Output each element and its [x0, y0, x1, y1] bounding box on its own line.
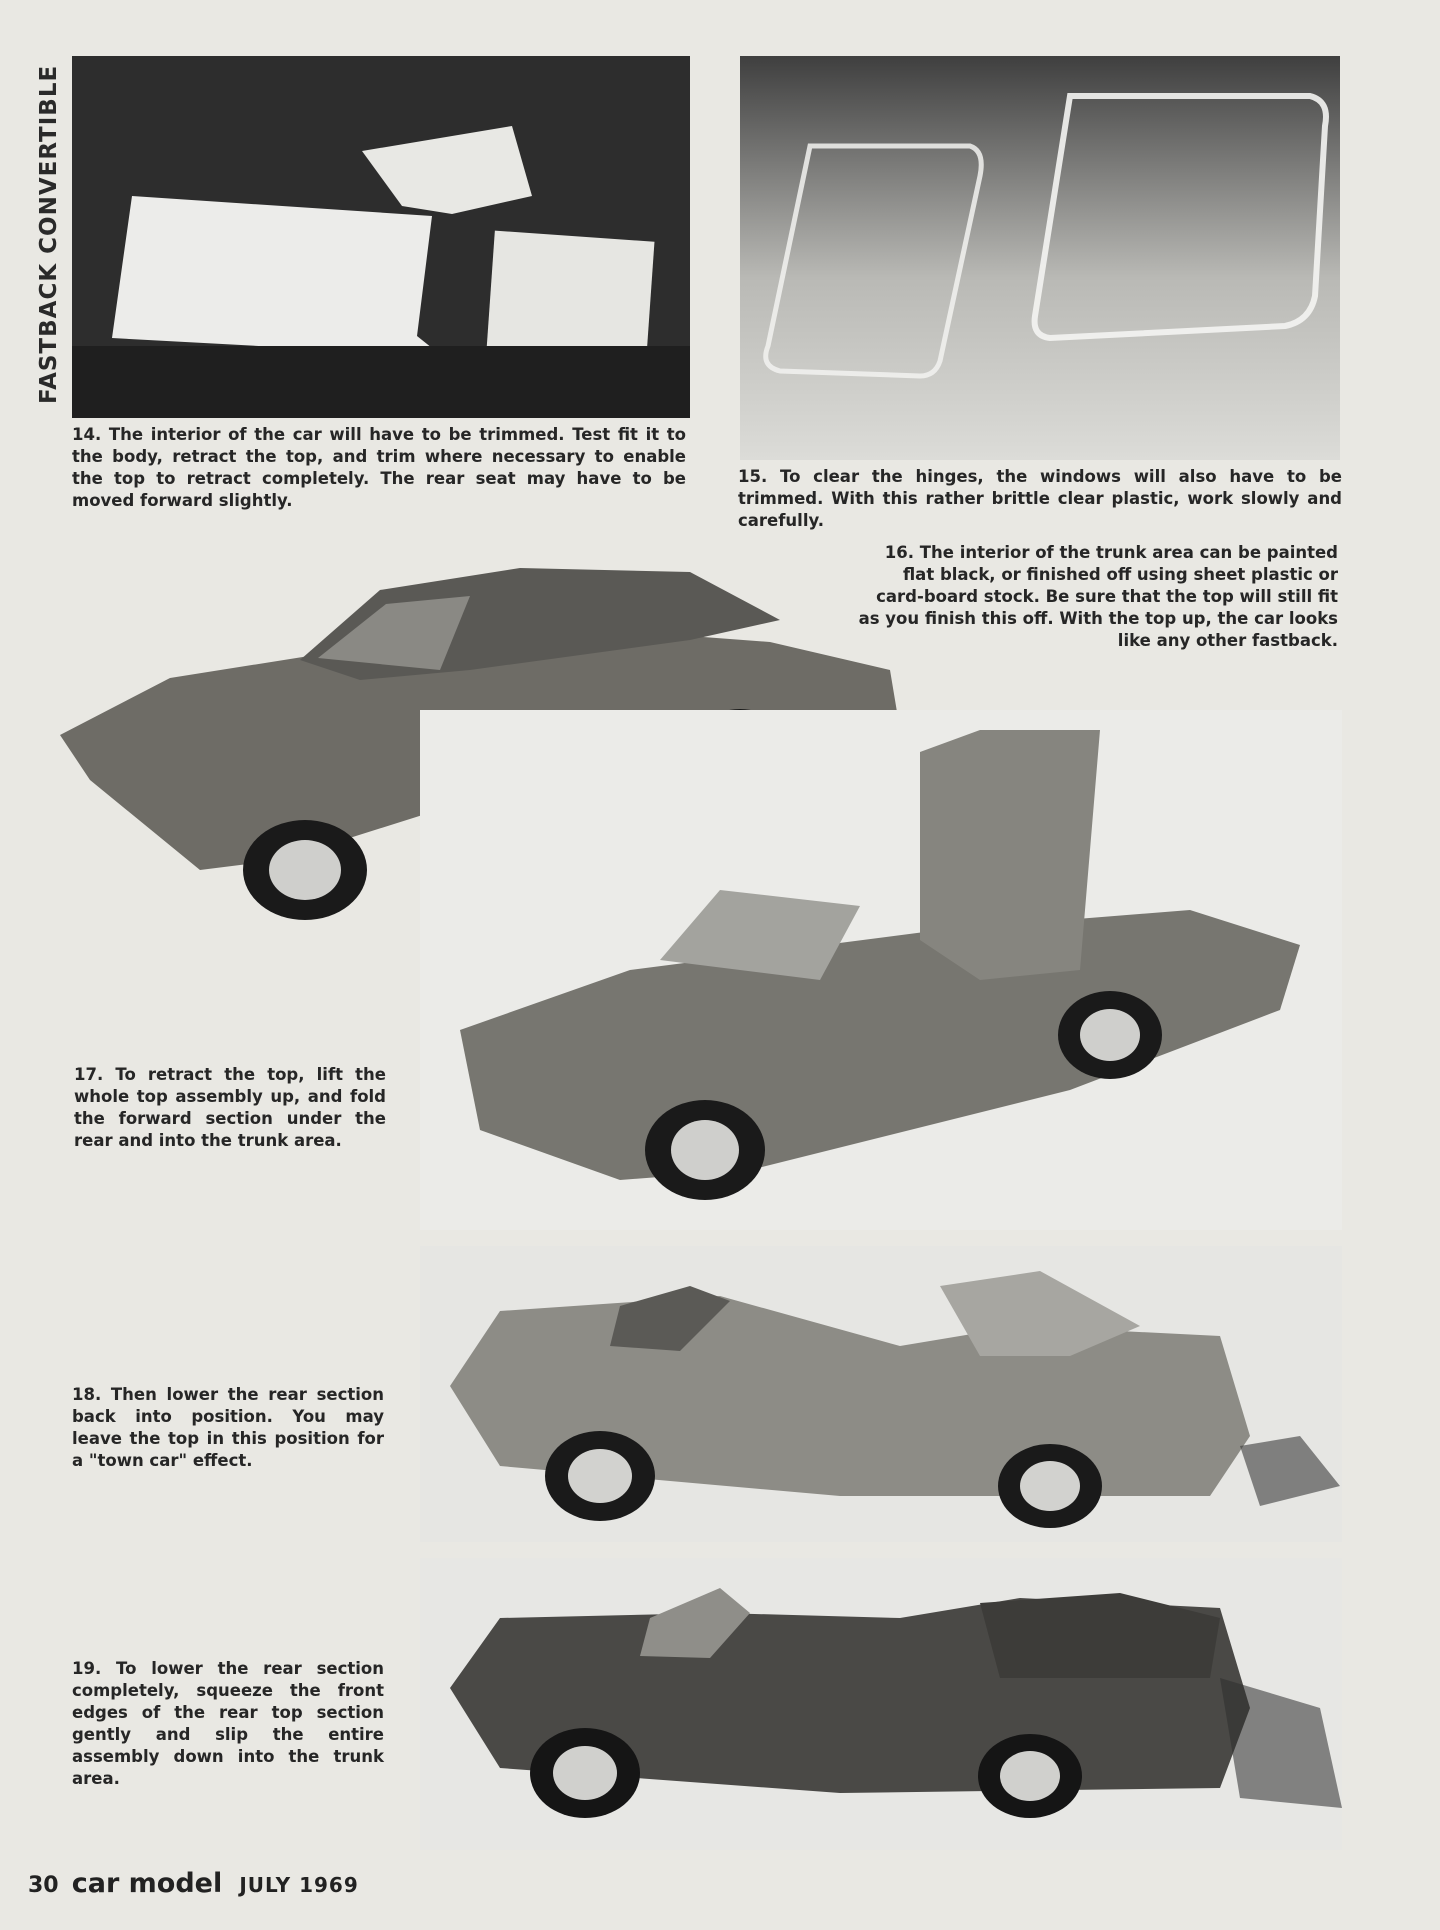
- photo-top-lowered: [420, 1558, 1342, 1850]
- caption-15: 15. To clear the hinges, the windows will also have to be trimmed. With this rather brittle clear plastic, work slowly and carefully.: [738, 467, 1342, 530]
- caption-19: 19. To lower the rear section completely, squeeze the front edges of the rear top section gently and slip the entire assembly down into the trunk area.: [72, 1659, 384, 1788]
- magazine-title: car model: [71, 1868, 223, 1899]
- photo-top-lifted: [420, 710, 1342, 1230]
- page-footer: [28, 1868, 359, 1899]
- section-label: FASTBACK CONVERTIBLE: [36, 64, 62, 404]
- caption-14: 14. The interior of the car will have to be trimmed. Test fit it to the body, retract the top, and trim where necessary to enable the top to retract completely. The rear seat may have to be moved forward slightly.: [72, 425, 686, 510]
- caption-16: 16. The interior of the trunk area can be painted flat black, or finished off using sheet plastic or card-board stock. Be sure that the top will still fit as you finish this off. With the top up, the car looks like any other fastback.: [858, 543, 1338, 650]
- raised-top: [920, 730, 1100, 980]
- interior-tub-part: [112, 196, 442, 356]
- caption-18: 18. Then lower the rear section back into position. You may leave the top in this position for a "town car" effect.: [72, 1385, 384, 1470]
- caption-17: 17. To retract the top, lift the whole top assembly up, and fold the forward section under the rear and into the trunk area.: [74, 1065, 386, 1150]
- issue-date: JULY 1969: [239, 1873, 359, 1897]
- page-number: 30: [28, 1873, 59, 1898]
- photo-interior-parts: [72, 56, 690, 418]
- photo-windows: [740, 56, 1340, 460]
- photo-town-car: [420, 1246, 1342, 1542]
